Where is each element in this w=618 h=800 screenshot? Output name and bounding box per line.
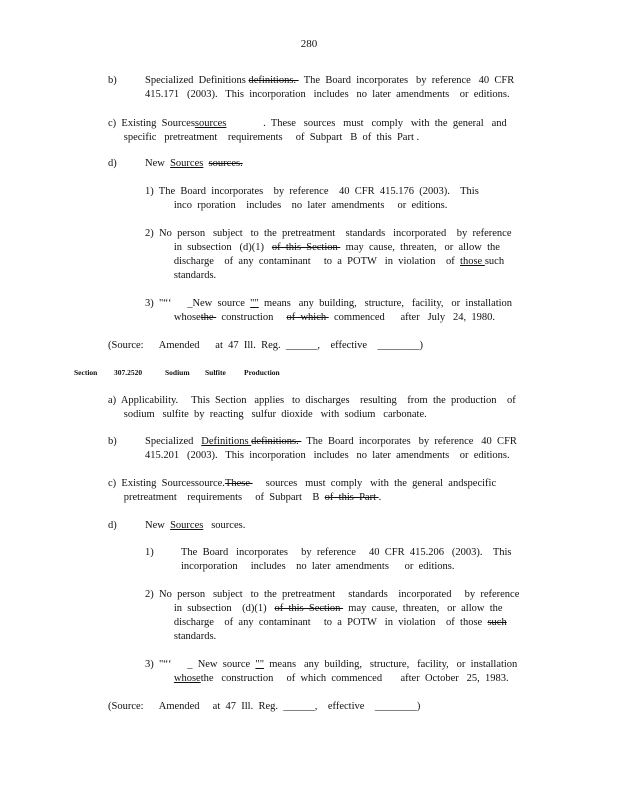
- inserted-text: "": [250, 298, 259, 309]
- struck-text: of this Section: [274, 603, 344, 614]
- text-line: [108, 491, 496, 505]
- text-run: c) Existing Sourcessource.: [108, 478, 225, 489]
- text-run: the construction of which commenced after October 25, 1983.: [200, 673, 509, 684]
- struck-text: definitions.: [251, 436, 302, 447]
- text-run: 2) No person subject to the pretreatment standards incorporated by reference: [145, 228, 512, 239]
- text-run: New: [145, 158, 171, 169]
- text-line: [145, 297, 512, 311]
- text-run: in subsection (d)(1): [145, 242, 272, 253]
- text-line: [145, 311, 512, 325]
- text-line: [145, 672, 517, 686]
- source-note: [108, 339, 423, 353]
- struck-text: These: [224, 478, 253, 489]
- text-run: The Board incorporates by reference 40 CFR: [298, 75, 515, 86]
- item-b-definitions: [145, 435, 517, 463]
- section-heading-title-2: Sulfite: [205, 368, 226, 377]
- text-run: (Source: Amended at 47 Ill. Reg. ______, effective ________): [108, 701, 421, 712]
- struck-text: definitions.: [248, 75, 299, 86]
- item-a-applicability: [108, 394, 516, 422]
- item-c-existing-sources: [108, 117, 507, 145]
- text-run: means any building, structure, facility, or installation: [258, 298, 513, 309]
- text-line: [145, 227, 512, 241]
- item-d1-incorporation: [181, 546, 512, 574]
- text-line: [108, 131, 507, 145]
- text-line: [145, 658, 517, 672]
- item-d-new-sources: [145, 157, 243, 171]
- section-heading-title-1: Sodium: [165, 368, 190, 377]
- text-run: 415.201 (2003). This incorporation includes no later amendments or editions.: [145, 450, 510, 461]
- text-line: [145, 157, 243, 171]
- section-heading-label: Section: [74, 368, 98, 377]
- page-number: 280: [300, 38, 318, 50]
- text-run: New: [145, 520, 171, 531]
- text-run: may cause, threaten, or allow the: [340, 242, 500, 253]
- text-line: [145, 602, 519, 616]
- text-run: may cause, threaten, or allow the: [343, 603, 503, 614]
- item-d2-prohibition: [145, 227, 512, 283]
- inserted-text: Sources: [170, 520, 204, 531]
- item-d3-new-source-definition: [145, 658, 517, 686]
- text-run: specific pretreatment requirements of Subpart B of this Part .: [108, 132, 420, 143]
- text-run: sources must comply with the general andspecific: [252, 478, 497, 489]
- text-run: Specialized: [145, 436, 202, 447]
- text-run: a) Applicability. This Section applies to discharges resulting from the production of: [108, 395, 516, 406]
- text-line: [145, 269, 512, 283]
- text-run: (Source: Amended at 47 Ill. Reg. ______, effective ________): [108, 340, 424, 351]
- text-run: 3) "“‘ _ New source: [145, 659, 256, 670]
- struck-text: of this Section: [271, 242, 341, 253]
- item-d-label: d): [108, 520, 117, 531]
- inserted-text: Sources: [170, 158, 204, 169]
- text-line: [181, 560, 512, 574]
- text-line: [108, 117, 507, 131]
- text-run: The Board incorporates by reference 40 CFR: [301, 436, 517, 447]
- item-b-definitions: [145, 74, 514, 102]
- text-run: inco rporation includes no later amendments or editions.: [145, 200, 448, 211]
- text-run: incorporation includes no later amendments or editions.: [181, 561, 455, 572]
- text-line: [108, 408, 516, 422]
- inserted-text: Definitions: [201, 436, 252, 447]
- text-run: 415.171 (2003). This incorporation includes no later amendments or editions.: [145, 89, 510, 100]
- text-run: standards.: [145, 270, 217, 281]
- text-run: commenced after July 24, 1980.: [328, 312, 495, 323]
- text-line: [145, 449, 517, 463]
- text-run: The Board incorporates by reference 40 CFR 415.206 (2003). This: [181, 547, 512, 558]
- text-run: means any building, structure, facility, or installation: [264, 659, 518, 670]
- text-line: [145, 630, 519, 644]
- text-run: whose: [145, 312, 201, 323]
- text-line: [108, 339, 423, 353]
- item-c-existing-sources: [108, 477, 496, 505]
- item-d3-new-source-definition: [145, 297, 512, 325]
- text-run: 3) "“‘ _New source: [145, 298, 251, 309]
- item-d-label: d): [108, 158, 117, 169]
- text-line: [181, 546, 512, 560]
- text-line: [145, 435, 517, 449]
- text-line: [145, 519, 245, 533]
- text-run: discharge of any contaminant to a POTW in violation of: [145, 256, 461, 267]
- item-b-label: b): [108, 75, 117, 86]
- source-note: [108, 700, 420, 714]
- struck-text: sources.: [208, 158, 243, 169]
- section-heading-title-3: Production: [244, 368, 280, 377]
- text-line: [145, 255, 512, 269]
- inserted-text: "": [255, 659, 264, 670]
- inserted-text: those: [460, 256, 485, 267]
- text-run: .: [378, 492, 382, 503]
- text-line: [145, 88, 514, 102]
- text-run: in subsection (d)(1): [145, 603, 275, 614]
- text-run: sources.: [203, 520, 246, 531]
- text-run: [145, 673, 174, 684]
- text-run: sodium sulfite by reacting sulfur dioxide with sodium carbonate.: [108, 409, 427, 420]
- text-line: [108, 477, 496, 491]
- text-run: c) Existing Sources: [108, 118, 195, 129]
- text-run: such: [484, 256, 505, 267]
- text-run: 2) No person subject to the pretreatment standards incorporated by reference: [145, 589, 520, 600]
- item-d2-prohibition: [145, 588, 519, 644]
- struck-text: the: [200, 312, 217, 323]
- text-run: Specialized Definitions: [145, 75, 249, 86]
- item-d1-label: 1): [145, 547, 154, 558]
- text-run: 1) The Board incorporates by reference 40 CFR 415.176 (2003). This: [145, 186, 479, 197]
- text-line: [145, 616, 519, 630]
- text-run: discharge of any contaminant to a POTW in violation of those: [145, 617, 488, 628]
- text-run: pretreatment requirements of Subpart B: [108, 492, 325, 503]
- struck-text: such: [487, 617, 507, 628]
- text-line: [145, 74, 514, 88]
- struck-text: of this Part: [324, 492, 379, 503]
- text-line: [108, 394, 516, 408]
- text-run: . These sources must comply with the general and: [226, 118, 507, 129]
- text-line: [145, 588, 519, 602]
- item-d-new-sources: [145, 519, 245, 533]
- text-line: [108, 700, 420, 714]
- item-d1-incorporation: [145, 185, 479, 213]
- item-b-label: b): [108, 436, 117, 447]
- text-run: standards.: [145, 631, 217, 642]
- inserted-text: sources: [194, 118, 227, 129]
- text-line: [145, 199, 479, 213]
- struck-text: of which: [286, 312, 329, 323]
- section-heading-number: 307.2520: [114, 368, 143, 377]
- text-line: [145, 241, 512, 255]
- inserted-text: whose: [173, 673, 201, 684]
- text-line: [145, 185, 479, 199]
- text-run: construction: [216, 312, 287, 323]
